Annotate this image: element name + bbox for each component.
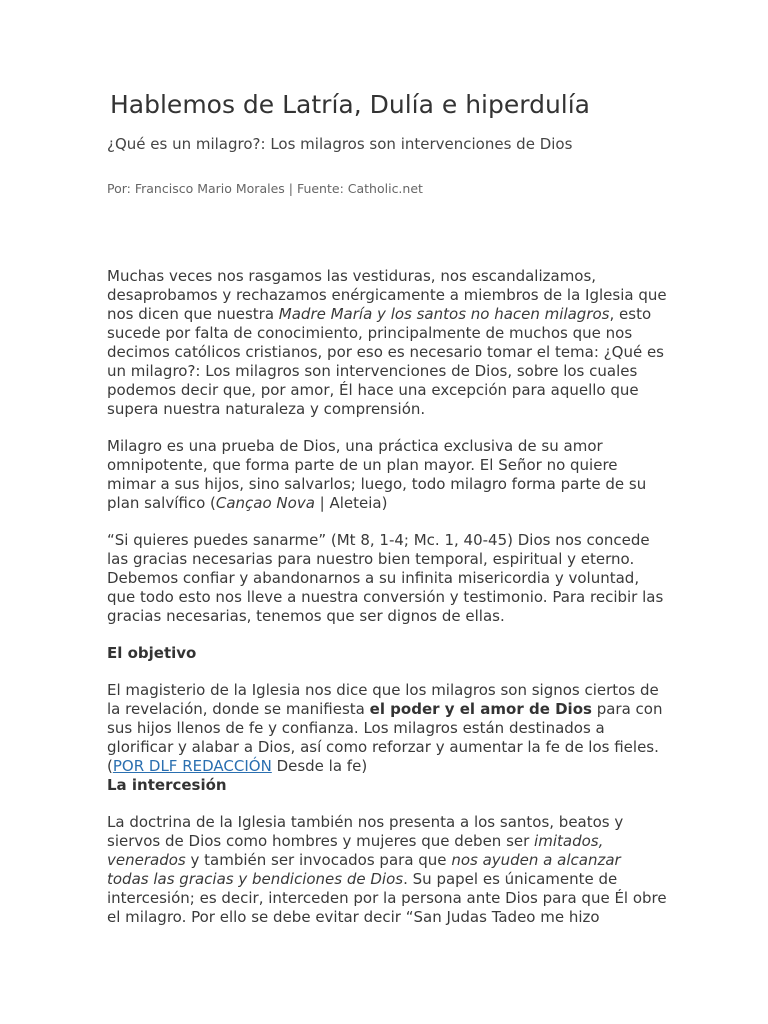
- emphasis: Cançao Nova: [215, 494, 315, 512]
- author-link[interactable]: POR DLF REDACCIÓN: [112, 757, 272, 775]
- byline: Por: Francisco Mario Morales | Fuente: Catholic.net: [107, 181, 423, 196]
- emphasis: Madre María y los santos no hacen milagros: [278, 305, 610, 323]
- paragraph-5: [107, 813, 667, 927]
- heading-objetivo: El objetivo: [107, 644, 197, 662]
- page-subtitle: ¿Qué es un milagro?: Los milagros son intervenciones de Dios: [107, 135, 573, 153]
- text: Muchas veces nos rasgamos las vestiduras, nos escandalizamos, desaprobamos y rechazamos enérgicamente a miembros de la Iglesia que nos dicen que nuestra: [107, 267, 667, 323]
- text: para con sus hijos llenos de fe y confianza. Los milagros están destinados a glorificar y alabar a Dios, así como reforzar y aumentar la fe de los fieles. (: [107, 700, 663, 775]
- text: Milagro es una prueba de Dios, una práctica exclusiva de su amor omnipotente, que forma parte de un plan mayor. El Señor no quiere mimar a sus hijos, sino salvarlos; luego, todo milagro forma parte de su plan salvífico (: [107, 437, 647, 512]
- emphasis: nos ayuden a alcanzar todas las gracias y bendiciones de Dios: [107, 851, 621, 888]
- text: El magisterio de la Iglesia nos dice que los milagros son signos ciertos de la revelación, donde se manifiesta: [107, 681, 659, 718]
- paragraph-2: [107, 437, 667, 513]
- paragraph-1: [107, 267, 667, 419]
- text: y también ser invocados para que: [185, 851, 452, 869]
- paragraph-4: [107, 681, 667, 776]
- emphasis: imitados, venerados: [107, 832, 604, 869]
- text: , esto sucede por falta de conocimiento, principalmente de muchos que nos decimos católicos cristianos, por eso es necesario tomar el tema: ¿Qué es un milagro?: Los milagros son intervenciones de Dios, sobre los cuales podemos decir que, por amor, Él hace una excepción para aquello que supera nuestra naturaleza y comprensión.: [107, 305, 664, 418]
- text: | Aleteia): [314, 494, 388, 512]
- text: Desde la fe): [271, 757, 368, 775]
- text: . Su papel es únicamente de intercesión; es decir, interceden por la persona ante Dios para que Él obre el milagro. Por ello se debe evitar decir “San Judas Tadeo me hizo: [107, 870, 667, 926]
- text: La doctrina de la Iglesia también nos presenta a los santos, beatos y siervos de Dios como hombres y mujeres que deben ser: [107, 813, 624, 850]
- paragraph-3: “Si quieres puedes sanarme” (Mt 8, 1-4; Mc. 1, 40-45) Dios nos concede las gracias necesarias para nuestro bien temporal, espiritual y eterno. Debemos confiar y abandonarnos a su infinita misericordia y voluntad, que todo esto nos lleve a nuestra conversión y testimonio. Para recibir las gracias necesarias, tenemos que ser dignos de ellas.: [107, 531, 664, 625]
- page-title: Hablemos de Latría, Dulía e hiperdulía: [110, 90, 591, 119]
- article-body: [107, 267, 667, 945]
- heading-intercesion: La intercesión: [107, 776, 227, 794]
- strong-text: el poder y el amor de Dios: [369, 700, 592, 718]
